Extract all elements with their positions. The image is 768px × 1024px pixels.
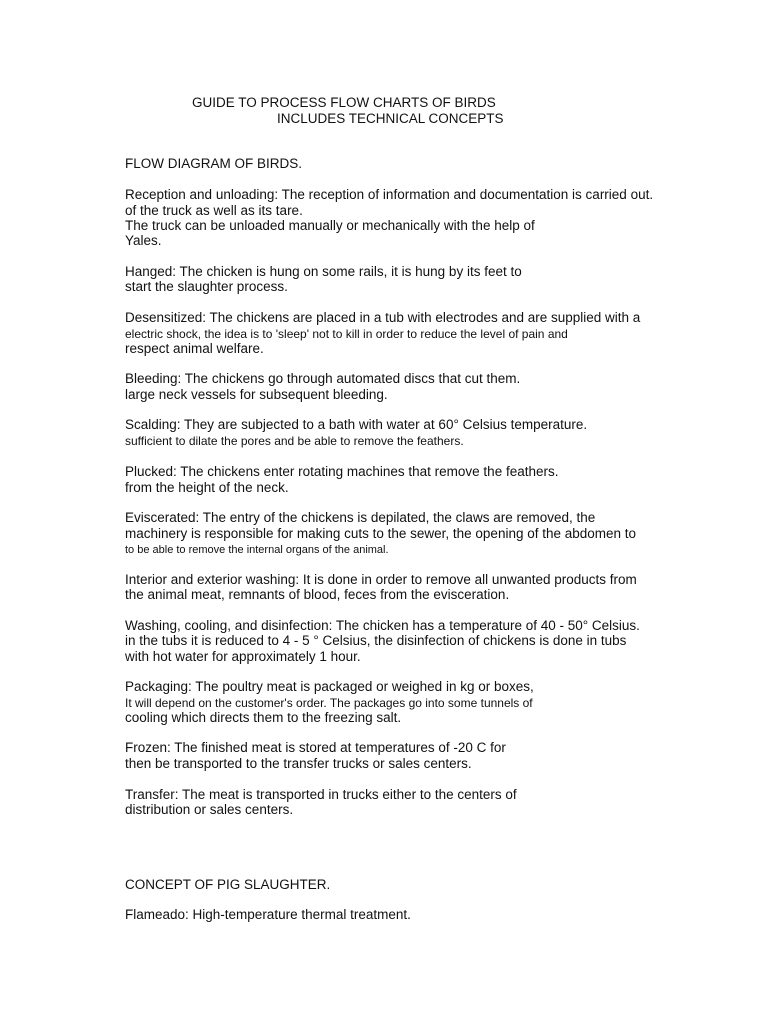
reception-line: The truck can be unloaded manually or mechanically with the help of xyxy=(125,218,535,233)
eviscerated-line: Eviscerated: The entry of the chickens is depilated, the claws are removed, the xyxy=(125,510,596,525)
packaging-line: Packaging: The poultry meat is packaged or weighed in kg or boxes, xyxy=(125,679,534,694)
reception-line: Reception and unloading: The reception of information and documentation is carried out. xyxy=(125,187,654,202)
desensitized-line: Desensitized: The chickens are placed in a tub with electrodes and are supplied with a xyxy=(125,310,641,325)
cooling-line: Washing, cooling, and disinfection: The chicken has a temperature of 40 - 50° Celsius. xyxy=(125,618,640,633)
cooling-line: in the tubs it is reduced to 4 - 5 ° Celsius, the disinfection of chickens is done in tubs xyxy=(125,633,627,648)
packaging-line: It will depend on the customer's order. The packages go into some tunnels of xyxy=(125,696,533,710)
cooling-line: with hot water for approximately 1 hour. xyxy=(125,649,361,664)
section-heading-flow: FLOW DIAGRAM OF BIRDS. xyxy=(125,156,303,171)
scalding-line: sufficient to dilate the pores and be able to remove the feathers. xyxy=(125,434,464,448)
desensitized-line: respect animal welfare. xyxy=(125,341,264,356)
eviscerated-line: machinery is responsible for making cuts to the sewer, the opening of the abdomen to xyxy=(125,526,637,541)
section-heading-pig: CONCEPT OF PIG SLAUGHTER. xyxy=(125,877,331,892)
washing-line: Interior and exterior washing: It is done in order to remove all unwanted products from xyxy=(125,572,637,587)
bleeding-line: large neck vessels for subsequent bleeding. xyxy=(125,387,388,402)
reception-line: of the truck as well as its tare. xyxy=(125,203,303,218)
plucked-line: from the height of the neck. xyxy=(125,480,289,495)
reception-line: Yales. xyxy=(125,233,162,248)
washing-line: the animal meat, remnants of blood, feces from the evisceration. xyxy=(125,587,510,602)
bleeding-line: Bleeding: The chickens go through automated discs that cut them. xyxy=(125,371,521,386)
scalding-line: Scalding: They are subjected to a bath with water at 60° Celsius temperature. xyxy=(125,417,588,432)
eviscerated-line: to be able to remove the internal organs of the animal. xyxy=(125,544,389,556)
transfer-line: distribution or sales centers. xyxy=(125,802,294,817)
packaging-line: cooling which directs them to the freezing salt. xyxy=(125,710,402,725)
frozen-line: then be transported to the transfer trucks or sales centers. xyxy=(125,756,472,771)
hanged-line: Hanged: The chicken is hung on some rails, it is hung by its feet to xyxy=(125,264,522,279)
plucked-line: Plucked: The chickens enter rotating machines that remove the feathers. xyxy=(125,464,559,479)
title-line-2: INCLUDES TECHNICAL CONCEPTS xyxy=(277,111,504,126)
desensitized-line: electric shock, the idea is to 'sleep' not to kill in order to reduce the level of pain and xyxy=(125,327,568,341)
flameado-line: Flameado: High-temperature thermal treatment. xyxy=(125,907,411,922)
title-line-1: GUIDE TO PROCESS FLOW CHARTS OF BIRDS xyxy=(192,95,496,110)
hanged-line: start the slaughter process. xyxy=(125,279,288,294)
frozen-line: Frozen: The finished meat is stored at temperatures of -20 C for xyxy=(125,740,506,755)
transfer-line: Transfer: The meat is transported in trucks either to the centers of xyxy=(125,787,517,802)
